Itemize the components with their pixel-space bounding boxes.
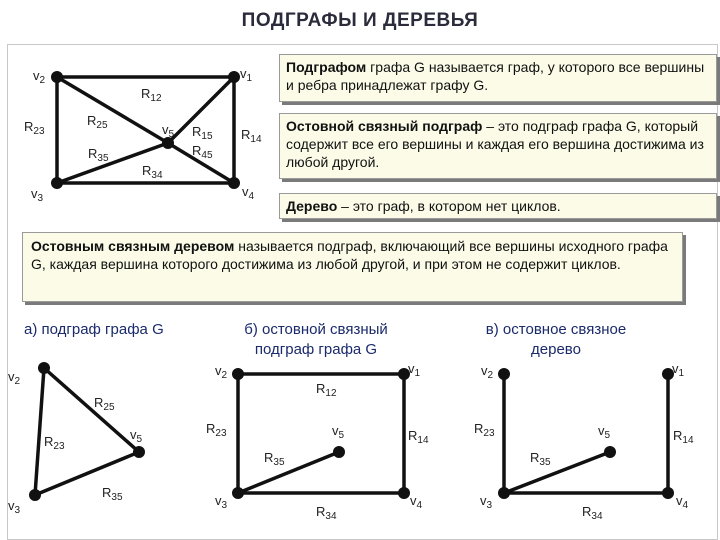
- term-spanning-tree: Остовным связным деревом: [31, 238, 235, 254]
- vertex-c-v3: [498, 487, 510, 499]
- label-a-r25: $R_{25}$: [94, 395, 115, 413]
- label-r14: $R_{14}$: [241, 127, 262, 145]
- text-subgraph: графа G называется граф, у которого все вершины и ребра принадлежат графу G.: [286, 59, 705, 93]
- label-b-r35: $R_{35}$: [264, 450, 285, 468]
- label-c-r35: $R_{35}$: [530, 450, 551, 468]
- label-v1: $v_1$: [240, 66, 253, 84]
- edge-a-r23: [35, 368, 44, 495]
- caption-b: б) остовной связный подграф графа G: [244, 321, 388, 358]
- label-b-v1: $v_1$: [408, 361, 421, 379]
- label-c-v2: $v_2$: [481, 363, 494, 381]
- label-b-v4: $v_4$: [410, 493, 423, 511]
- graph-c: [504, 374, 668, 493]
- label-b-r14: $R_{14}$: [408, 428, 429, 446]
- vertex-b-v4: [398, 487, 410, 499]
- label-r25: $R_{25}$: [87, 113, 108, 131]
- label-b-v3: $v_3$: [215, 493, 228, 511]
- label-a-r23: $R_{23}$: [44, 434, 65, 452]
- vertex-c-v5: [604, 446, 616, 458]
- label-v4: $v_4$: [242, 184, 255, 202]
- label-b-r23: $R_{23}$: [206, 421, 227, 439]
- vertex-b-v2: [232, 368, 244, 380]
- label-a-r35: $R_{35}$: [102, 485, 123, 503]
- label-c-v4: $v_4$: [676, 493, 689, 511]
- edge-c-r35: [504, 452, 610, 493]
- label-b-v2: $v_2$: [215, 363, 228, 381]
- label-r45: $R_{45}$: [192, 143, 213, 161]
- caption-c: в) остовное связное дерево: [485, 321, 627, 358]
- edge-r25: [57, 77, 168, 143]
- text-spanning-tree: называется подграф, включающий все вершины исходного графа G, каждая вершина которого достижима из любой другой, и при этом не содержит циклов.: [31, 238, 668, 272]
- page-title: ПОДГРАФЫ И ДЕРЕВЬЯ: [241, 10, 479, 31]
- vertex-a-v3: [29, 489, 41, 501]
- text-spanning-subgraph: – это подграф графа G, который содержит все его вершины и каждая его вершина достижима из любой другой.: [286, 118, 704, 170]
- vertex-b-v3: [232, 487, 244, 499]
- label-b-v5: $v_5$: [332, 423, 345, 441]
- label-r34: $R_{34}$: [142, 163, 163, 181]
- label-v5: $v_5$: [162, 122, 175, 140]
- vertex-a-v2: [38, 362, 50, 374]
- label-v3: $v_3$: [31, 186, 44, 204]
- vertex-v4: [228, 177, 240, 189]
- edge-b-r35: [238, 452, 339, 493]
- vertex-c-v4: [662, 487, 674, 499]
- label-c-r23: $R_{23}$: [474, 421, 495, 439]
- vertex-b-v5: [333, 446, 345, 458]
- term-tree: Дерево: [286, 198, 338, 214]
- edge-a-r25: [44, 368, 139, 452]
- vertex-c-v2: [498, 368, 510, 380]
- vertex-a-v5: [133, 446, 145, 458]
- label-r35: $R_{35}$: [88, 146, 109, 164]
- label-r15: $R_{15}$: [192, 124, 213, 142]
- label-a-v3: $v_3$: [8, 498, 21, 516]
- label-r12: $R_{12}$: [141, 86, 162, 104]
- label-c-v5: $v_5$: [598, 423, 611, 441]
- label-b-r12: $R_{12}$: [316, 381, 337, 399]
- label-r23: $R_{23}$: [24, 119, 45, 137]
- vertex-v1: [228, 71, 240, 83]
- vertex-v2: [51, 71, 63, 83]
- label-c-r14: $R_{14}$: [673, 428, 694, 446]
- text-tree: – это граф, в котором нет циклов.: [337, 198, 561, 214]
- label-v2: $v_2$: [33, 68, 46, 86]
- label-b-r34: $R_{34}$: [316, 504, 337, 522]
- term-spanning-subgraph: Остовной связный подграф: [286, 118, 483, 134]
- label-c-r34: $R_{34}$: [582, 504, 603, 522]
- caption-a: а) подграф графа G: [24, 321, 164, 338]
- label-c-v3: $v_3$: [480, 493, 493, 511]
- label-a-v5: $v_5$: [130, 427, 143, 445]
- graph-a: [35, 368, 139, 495]
- edge-a-r35: [35, 452, 139, 495]
- term-subgraph: Подграфом: [286, 59, 367, 75]
- label-c-v1: $v_1$: [672, 361, 685, 379]
- label-a-v2: $v_2$: [8, 369, 21, 387]
- vertex-v3: [51, 177, 63, 189]
